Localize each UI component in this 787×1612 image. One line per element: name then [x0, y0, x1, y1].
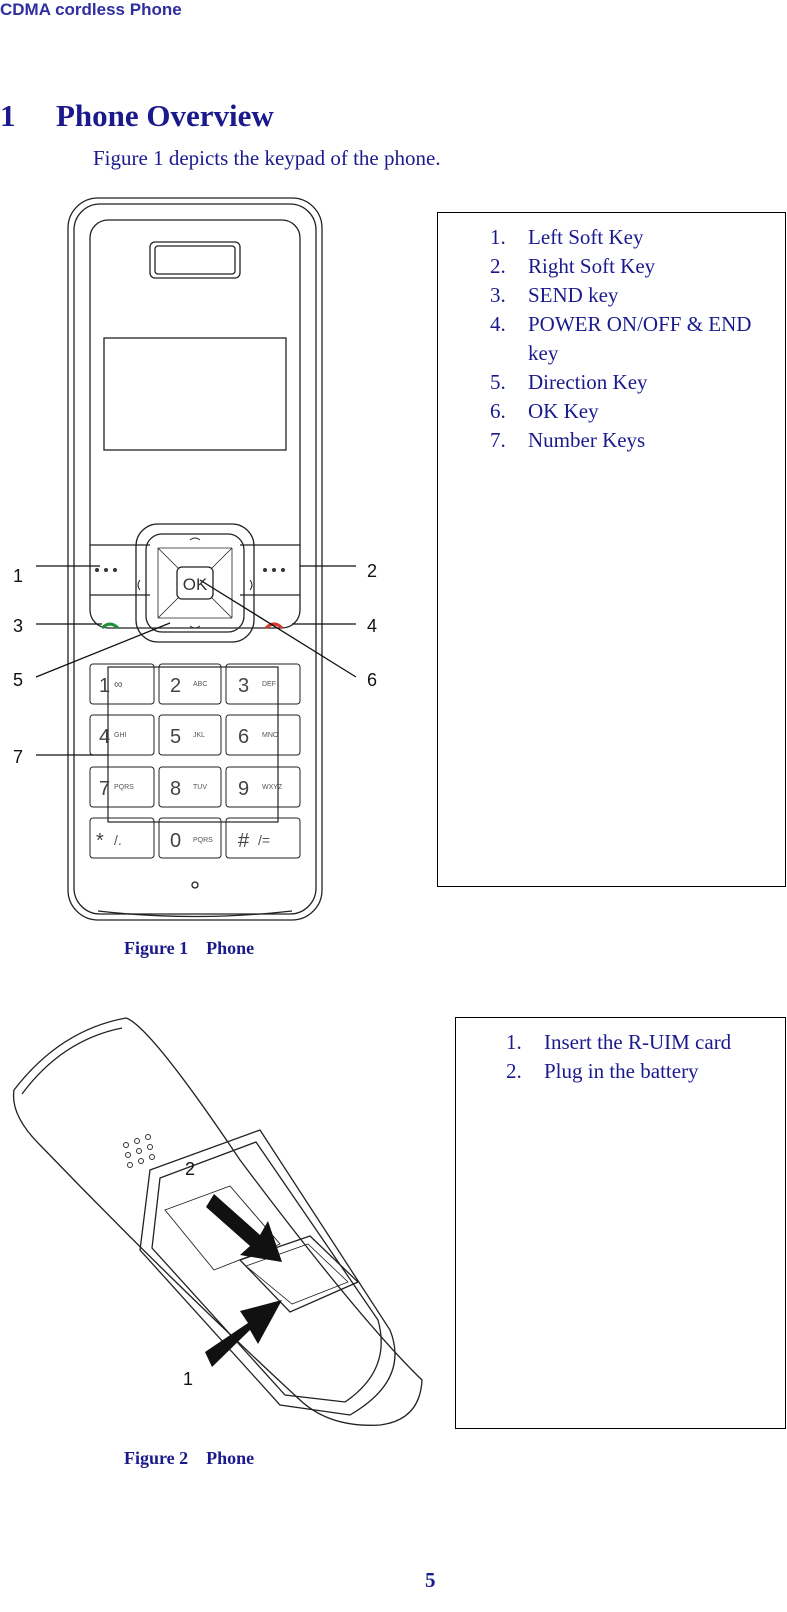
number-keys-highlight: [108, 667, 278, 822]
page-number: 5: [425, 1568, 436, 1592]
legend-item: 1. Left Soft Key: [490, 225, 644, 249]
running-header: CDMA cordless Phone: [0, 0, 182, 19]
svg-text:JKL: JKL: [193, 732, 206, 739]
battery-compartment: [140, 1130, 395, 1415]
callout-6: 6: [367, 670, 378, 690]
callout-4: 4: [367, 616, 378, 636]
figure2-legend-box: [455, 1017, 786, 1429]
svg-text:2: 2: [170, 675, 182, 697]
svg-text:WXYZ: WXYZ: [262, 784, 283, 791]
legend-item: 3. SEND key: [490, 283, 619, 307]
speaker-holes: [124, 1135, 155, 1168]
svg-text:3: 3: [238, 675, 250, 697]
microphone-hole: [192, 882, 198, 888]
figure1-caption: Figure 1 Phone: [124, 938, 255, 958]
svg-text:9: 9: [238, 778, 250, 800]
svg-text:∞: ∞: [114, 677, 123, 691]
figure2-caption: Figure 2 Phone: [124, 1448, 255, 1468]
figure1-legend-list: [490, 223, 785, 455]
callout-3: 3: [13, 616, 24, 636]
figure2-legend-list: [506, 1028, 785, 1086]
legend-item: 7. Number Keys: [490, 428, 646, 452]
callout-2: 2: [367, 561, 378, 581]
svg-text:PQRS: PQRS: [193, 837, 213, 844]
display-screen: [104, 338, 286, 450]
callout-7: 7: [13, 747, 24, 767]
section-title: Phone Overview: [56, 98, 274, 133]
section-number: 1: [0, 98, 16, 133]
ok-key-label: OK: [182, 575, 208, 594]
callout-1: 1: [13, 566, 24, 586]
legend-item: 5. Direction Key: [490, 370, 648, 394]
phone-back-shell: [14, 1018, 422, 1425]
svg-text:8: 8: [170, 778, 182, 800]
svg-text:4: 4: [99, 726, 111, 748]
insert-arrow-lower: [205, 1300, 282, 1367]
svg-text:6: 6: [238, 726, 250, 748]
keypad-digits: [96, 675, 250, 852]
svg-text:MNO: MNO: [262, 732, 279, 739]
svg-text:/.: /.: [114, 832, 122, 848]
legend-item: 2. Right Soft Key: [490, 254, 656, 278]
phone-outer-body: [68, 198, 322, 920]
svg-text:#: #: [238, 830, 250, 852]
figure1-legend-box: [437, 212, 786, 887]
svg-text:5: 5: [170, 726, 182, 748]
phone-back-illustration: [0, 1010, 440, 1430]
legend-item: 6. OK Key: [490, 399, 599, 423]
svg-text:PQRS: PQRS: [114, 784, 134, 791]
svg-text:*: *: [96, 830, 104, 852]
svg-text:DEF: DEF: [262, 681, 276, 688]
callout-5: 5: [13, 670, 24, 690]
callout-2: 2: [185, 1159, 196, 1179]
svg-text:0: 0: [170, 830, 182, 852]
legend-item: 4. POWER ON/OFF & END key: [490, 312, 752, 365]
svg-text:7: 7: [99, 778, 111, 800]
svg-text:TUV: TUV: [193, 784, 207, 791]
svg-text:GHI: GHI: [114, 732, 127, 739]
svg-text:/=: /=: [258, 832, 271, 848]
phone-front-illustration: [0, 195, 420, 925]
callout-leader-lines: [36, 566, 356, 755]
svg-text:1: 1: [99, 675, 111, 697]
insert-arrow-upper: [206, 1194, 282, 1262]
callout-1: 1: [183, 1369, 194, 1389]
earpiece: [150, 242, 240, 278]
legend-item: 2. Plug in the battery: [506, 1059, 699, 1083]
intro-paragraph: Figure 1 depicts the keypad of the phone.: [93, 146, 441, 170]
svg-text:ABC: ABC: [193, 681, 208, 688]
legend-item: 1. Insert the R-UIM card: [506, 1030, 732, 1054]
